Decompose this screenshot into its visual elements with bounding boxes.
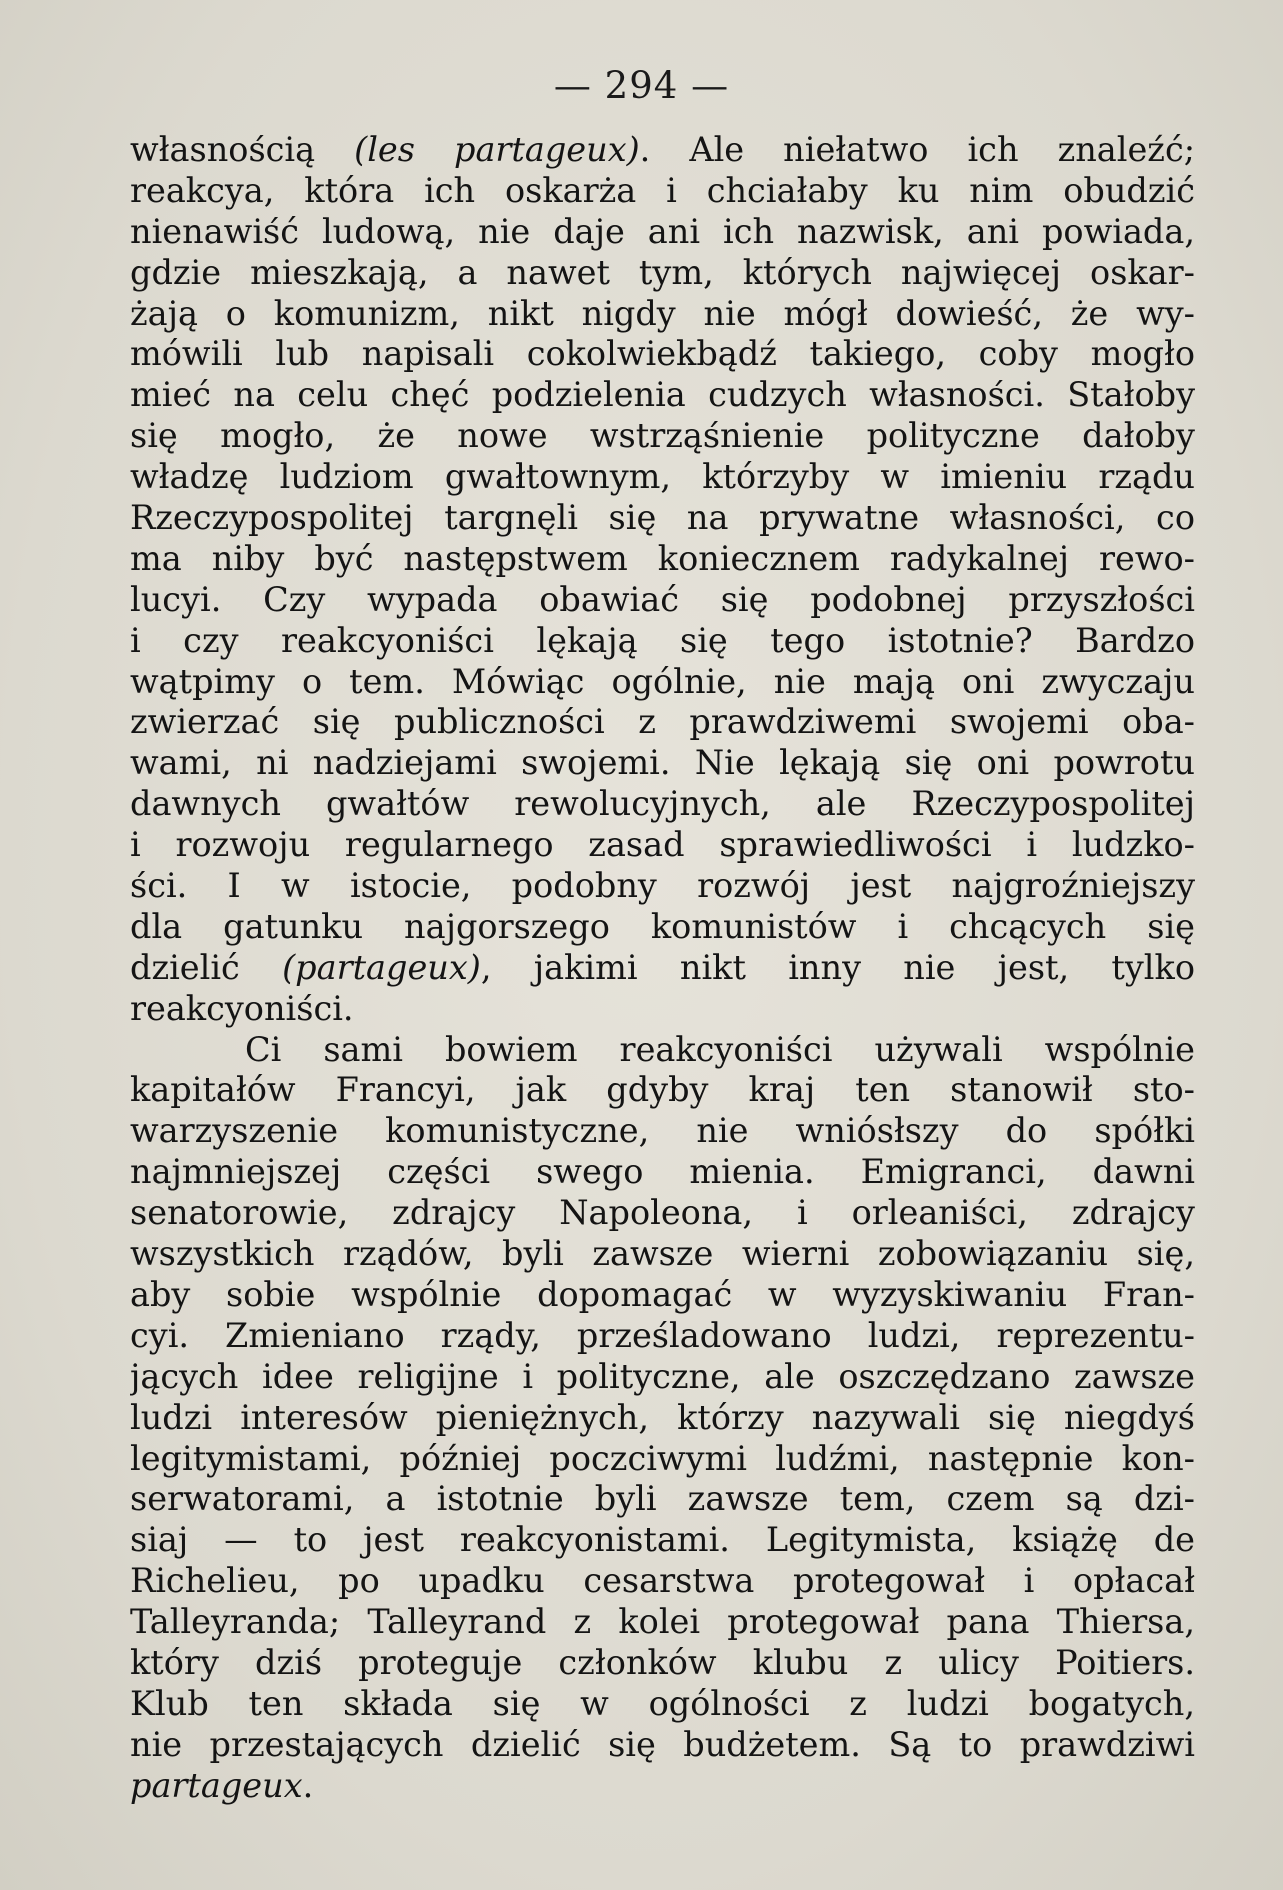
text-fragment: kapitałów Francyi, jak gdyby kraj ten stanowił sto- [130,1070,1195,1110]
page-number: — 294 — [553,64,730,107]
text-line [130,1030,1195,1071]
text-fragment: nienawiść ludową, nie daje ani ich nazwisk, ani powiada, [130,211,1195,251]
text-line [130,1602,1195,1643]
text-line [130,948,1195,989]
text-fragment: ludzi interesów pieniężnych, którzy nazywali się niegdyś [130,1397,1195,1437]
text-fragment: jących idee religijne i polityczne, ale oszczędzano zawsze [130,1356,1195,1396]
text-fragment: , jakimi nikt inny nie jest, tylko [480,947,1195,987]
text-fragment: i rozwoju regularnego zasad sprawiedliwości i ludzko- [130,825,1195,865]
text-fragment: wszystkich rządów, byli zawsze wierni zobowiązaniu się, [130,1234,1195,1274]
text-fragment: mówili lub napisali cokolwiekbądź takiego, coby mogło [130,334,1195,374]
text-line [130,1766,1195,1807]
text-line [130,375,1195,416]
text-fragment: . [302,1765,314,1805]
text-line [130,1152,1195,1193]
text-line [130,1275,1195,1316]
text-fragment: Talleyranda; Talleyrand z kolei protegował pana Thiersa, [130,1602,1195,1642]
text-line [130,539,1195,580]
text-fragment: się mogło, że nowe wstrząśnienie polityczne dałoby [130,416,1195,456]
text-fragment: Richelieu, po upadku cesarstwa protegował i opłacał [130,1561,1195,1601]
italic-term: partageux [130,1765,303,1805]
text-fragment: ma niby być następstwem koniecznem radykalnej rewo- [130,538,1195,578]
text-fragment: żają o komunizm, nikt nigdy nie mógł dowieść, że wy- [130,293,1195,333]
text-fragment: Ci sami bowiem reakcyoniści używali wspólnie [245,1029,1195,1069]
text-fragment: i czy reakcyoniści lękają się tego istotnie? Bardzo [130,620,1195,660]
text-line [130,1357,1195,1398]
text-line [130,825,1195,866]
text-fragment: własnością [130,130,355,169]
text-line [130,1234,1195,1275]
text-line [130,171,1195,212]
text-line [130,784,1195,825]
text-fragment: zwierzać się publiczności z prawdziwemi swojemi oba- [130,702,1195,742]
text-line [130,1398,1195,1439]
text-line [130,1316,1195,1357]
text-fragment: wami, ni nadziejami swojemi. Nie lękają się oni powrotu [130,743,1195,783]
text-fragment: aby sobie wspólnie dopomagać w wyzyskiwaniu Fran- [130,1274,1195,1314]
text-line [130,1439,1195,1480]
text-fragment: Rzeczypospolitej targnęli się na prywatne własności, co [130,498,1195,538]
italic-term: (partageux) [282,947,481,987]
text-line [130,1479,1195,1520]
text-line [130,1643,1195,1684]
text-line [130,212,1195,253]
text-line [130,1684,1195,1725]
text-line [130,416,1195,457]
text-fragment: dla gatunku najgorszego komunistów i chcących się [130,906,1195,946]
text-line [130,621,1195,662]
text-fragment: siaj — to jest reakcyonistami. Legitymista, książę de [130,1520,1195,1560]
text-fragment: który dziś proteguje członków klubu z ulicy Poitiers. [130,1642,1195,1682]
text-line [130,743,1195,784]
text-fragment: dawnych gwałtów rewolucyjnych, ale Rzeczypospolitej [130,784,1195,824]
text-fragment: senatorowie, zdrajcy Napoleona, i orleaniści, zdrajcy [130,1193,1195,1233]
text-line [130,130,1195,171]
text-fragment: warzyszenie komunistyczne, nie wniósłszy do spółki [130,1111,1195,1151]
text-fragment: cyi. Zmieniano rządy, prześladowano ludzi, reprezentu- [130,1315,1195,1355]
text-fragment: wątpimy o tem. Mówiąc ogólnie, nie mają oni zwyczaju [130,661,1195,701]
text-fragment: . Ale niełatwo ich znaleźć; [639,130,1195,169]
text-fragment: władzę ludziom gwałtownym, którzyby w imieniu rządu [130,457,1195,497]
text-fragment: reakcyoniści. [130,988,354,1028]
text-line [130,1725,1195,1766]
body-text [130,130,1195,1807]
text-fragment: najmniejszej części swego mienia. Emigranci, dawni [130,1152,1195,1192]
text-line [130,1070,1195,1111]
text-line [130,866,1195,907]
text-fragment: mieć na celu chęć podzielenia cudzych własności. Stałoby [130,375,1195,415]
text-line [130,457,1195,498]
text-fragment: dzielić [130,947,283,987]
text-line [130,907,1195,948]
text-line [130,580,1195,621]
text-line [130,1111,1195,1152]
text-line [130,989,1195,1030]
text-fragment: legitymistami, później poczciwymi ludźmi, następnie kon- [130,1438,1195,1478]
text-fragment: lucyi. Czy wypada obawiać się podobnej przyszłości [130,579,1195,619]
text-fragment: serwatorami, a istotnie byli zawsze tem, czem są dzi- [130,1479,1195,1519]
text-line [130,294,1195,335]
text-fragment: nie przestających dzielić się budżetem. Są to prawdziwi [130,1724,1195,1764]
text-fragment: reakcya, która ich oskarża i chciałaby ku nim obudzić [130,170,1195,210]
text-line [130,1561,1195,1602]
text-line [130,253,1195,294]
text-line [130,334,1195,375]
text-line [130,662,1195,703]
italic-term: (les partageux) [354,130,640,169]
text-line [130,1193,1195,1234]
text-line [130,1520,1195,1561]
text-fragment: ści. I w istocie, podobny rozwój jest najgroźniejszy [130,866,1195,906]
text-line [130,498,1195,539]
text-line [130,702,1195,743]
text-fragment: Klub ten składa się w ogólności z ludzi bogatych, [130,1683,1195,1723]
text-fragment: gdzie mieszkają, a nawet tym, których najwięcej oskar- [130,252,1195,292]
